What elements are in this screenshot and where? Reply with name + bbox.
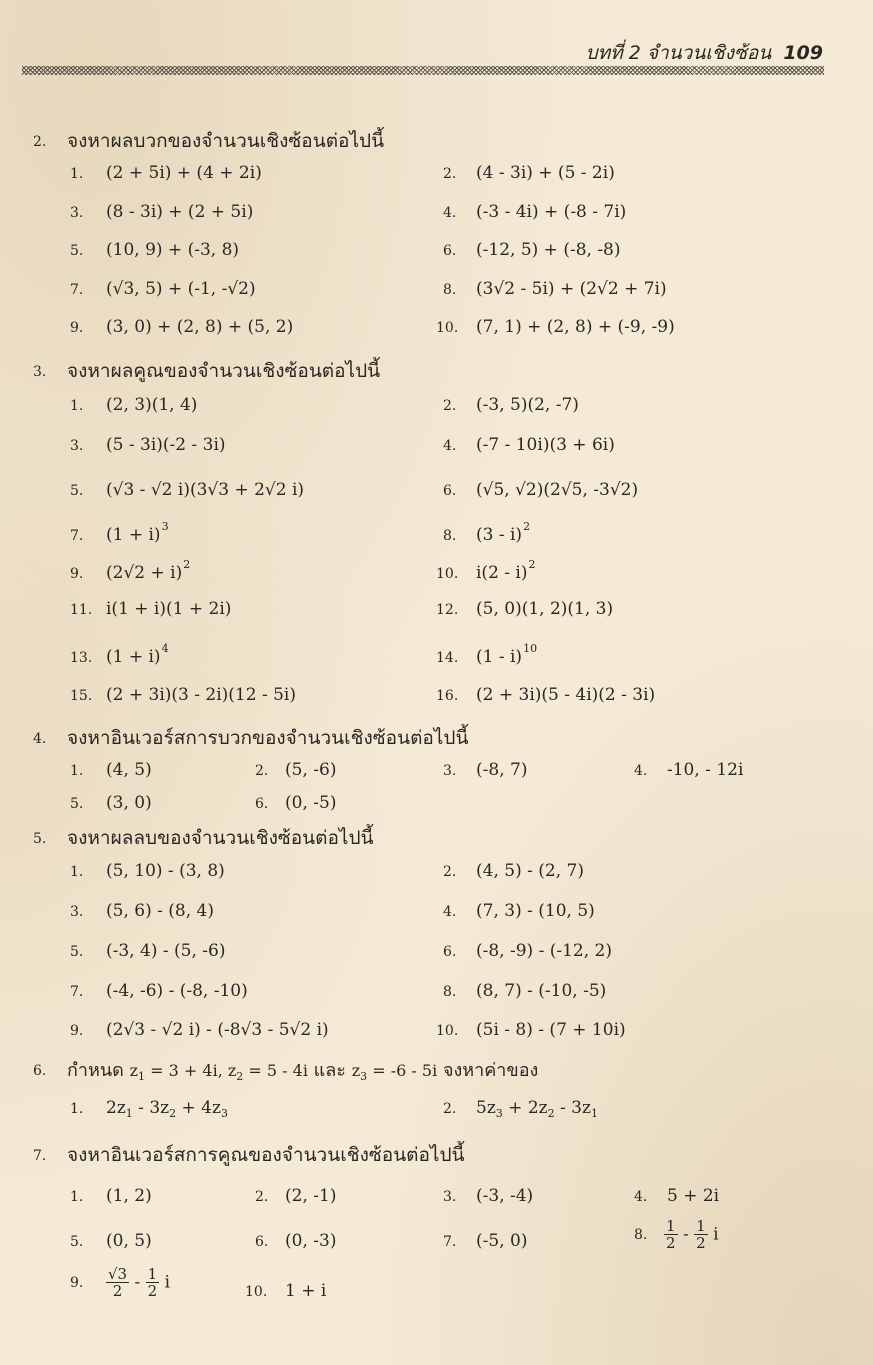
question-title: จงหาอินเวอร์สการคูณของจำนวนเชิงซ้อนต่อไปนี้ (67, 1144, 465, 1166)
exercise-item: 5. (-3, 4) - (5, -6) (70, 941, 226, 961)
exercise-item: 10. i(2 - i)$^2$ (436, 558, 536, 583)
exercise-item: 7. (-5, 0) (443, 1231, 528, 1251)
exercise-item: 2. (4 - 3i) + (5 - 2i) (443, 163, 615, 183)
fraction: $\frac{1}{2}$ (147, 1265, 158, 1300)
exercise-item: 9. $(2√2 + i)^2$ (70, 558, 191, 583)
question-title: จงหาผลลบของจำนวนเชิงซ้อนต่อไปนี้ (67, 827, 374, 849)
exercise-item: 14. (1 - i)$^{10}$ (436, 642, 538, 667)
exercise-item: 7. (√3, 5) + (-1, -√2) (70, 279, 256, 299)
exercise-item: 12. (5, 0)(1, 2)(1, 3) (436, 599, 614, 619)
question-number: 5. (33, 831, 47, 847)
exercise-item: 8. $\frac{1}{2}$ - $\frac{1}{2}$ i (634, 1217, 719, 1252)
fraction: $\frac{1}{2}$ (666, 1217, 676, 1252)
header-rule (22, 66, 824, 75)
exercise-item: 5. (0, 5) (70, 1231, 152, 1251)
exercise-item: 3. (5, 6) - (8, 4) (70, 901, 214, 921)
exercise-item: 5. (10, 9) + (-3, 8) (70, 240, 240, 260)
exercise-item: 10. 1 + i (245, 1281, 327, 1301)
exercise-item: 4. (-3 - 4i) + (-8 - 7i) (443, 202, 627, 222)
exercise-item: 15. (2 + 3i)(3 - 2i)(12 - 5i) (70, 685, 296, 705)
exercise-item: 2. $5z_3 + 2z_2 - 3z_1$ (443, 1098, 598, 1120)
exercise-item: 1. (1, 2) (70, 1186, 152, 1206)
exercise-item: 4. (7, 3) - (10, 5) (443, 901, 595, 921)
question-title: จงหาอินเวอร์สการบวกของจำนวนเชิงซ้อนต่อไปนี้ (67, 727, 469, 749)
exercise-item: 6. (-8, -9) - (-12, 2) (443, 941, 613, 961)
exercise-item: 7. $(1 + i)^3$ (70, 520, 169, 545)
exercise-item: 7. (-4, -6) - (-8, -10) (70, 981, 248, 1001)
fraction: $\frac{√3}{2}$ (108, 1265, 128, 1300)
exercise-item: 3. (5 - 3i)(-2 - 3i) (70, 435, 226, 455)
fraction: $\frac{1}{2}$ (696, 1217, 706, 1252)
exercise-item: 8. (3 - i)$^2$ (443, 520, 531, 545)
exercise-item: 11. i(1 + i)(1 + 2i) (70, 599, 232, 619)
exercise-item: 8. (3√2 - 5i) + (2√2 + 7i) (443, 279, 667, 299)
page-header (0, 38, 823, 68)
exercise-item: 3. (8 - 3i) + (2 + 5i) (70, 202, 254, 222)
chapter-title: บทที่ 2 จำนวนเชิงซ้อน (585, 42, 772, 64)
exercise-item: 6. (0, -5) (255, 793, 337, 813)
exercise-item: 2. (-3, 5)(2, -7) (443, 395, 579, 415)
exercise-item: 3. (-8, 7) (443, 760, 528, 780)
exercise-item: 2. (5, -6) (255, 760, 337, 780)
exercise-item: 4. (-7 - 10i)(3 + 6i) (443, 435, 615, 455)
exercise-item: 1. (2, 3)(1, 4) (70, 395, 198, 415)
exercise-item: 9. $\frac{√3}{2}$ - $\frac{1}{2}$ i (70, 1265, 171, 1300)
exercise-item: 10. (5i - 8) - (7 + 10i) (436, 1020, 626, 1040)
question-number: 7. (33, 1148, 47, 1164)
question-number: 3. (33, 364, 47, 380)
question-title: จงหาผลคูณของจำนวนเชิงซ้อนต่อไปนี้ (67, 360, 381, 382)
exercise-item: 2. (2, -1) (255, 1186, 337, 1206)
exercise-item: 10. (7, 1) + (2, 8) + (-9, -9) (436, 317, 675, 337)
exercise-item: 6. (√5, √2)(2√5, -3√2) (443, 480, 639, 500)
exercise-item: 5. (3, 0) (70, 793, 152, 813)
exercise-item: 9. (2√3 - √2 i) - (-8√3 - 5√2 i) (70, 1020, 329, 1040)
exercise-item: 9. (3, 0) + (2, 8) + (5, 2) (70, 317, 294, 337)
exercise-item: 3. (-3, -4) (443, 1186, 534, 1206)
exercise-item: 4. 5 + 2i (634, 1186, 720, 1206)
exercise-item: 6. (-12, 5) + (-8, -8) (443, 240, 621, 260)
page-number: 109 (783, 42, 823, 64)
exercise-item: 1. (5, 10) - (3, 8) (70, 861, 225, 881)
exercise-item: 2. (4, 5) - (2, 7) (443, 861, 584, 881)
question-number: 2. (33, 134, 47, 150)
exercise-item: 13. $(1 + i)^4$ (70, 642, 169, 667)
exercise-item: 8. (8, 7) - (-10, -5) (443, 981, 607, 1001)
exercise-item: 16. (2 + 3i)(5 - 4i)(2 - 3i) (436, 685, 656, 705)
exercise-item: 1. (2 + 5i) + (4 + 2i) (70, 163, 262, 183)
exercise-item: 1. (4, 5) (70, 760, 152, 780)
question-title: กำหนด $z_1 = 3 + 4i$, $z_2 = 5 - 4i$ และ $z_3 = -6 - 5i$ จงหาค่าของ (67, 1060, 539, 1083)
exercise-item: 4. -10, - 12i (634, 760, 744, 780)
exercise-item: 5. (√3 - √2 i)(3√3 + 2√2 i) (70, 480, 305, 500)
exercise-item: 6. (0, -3) (255, 1231, 337, 1251)
question-number: 4. (33, 731, 47, 747)
question-number: 6. (33, 1063, 47, 1079)
exercise-item: 1. $2z_1 - 3z_2 + 4z_3$ (70, 1098, 228, 1120)
question-title: จงหาผลบวกของจำนวนเชิงซ้อนต่อไปนี้ (67, 130, 385, 152)
